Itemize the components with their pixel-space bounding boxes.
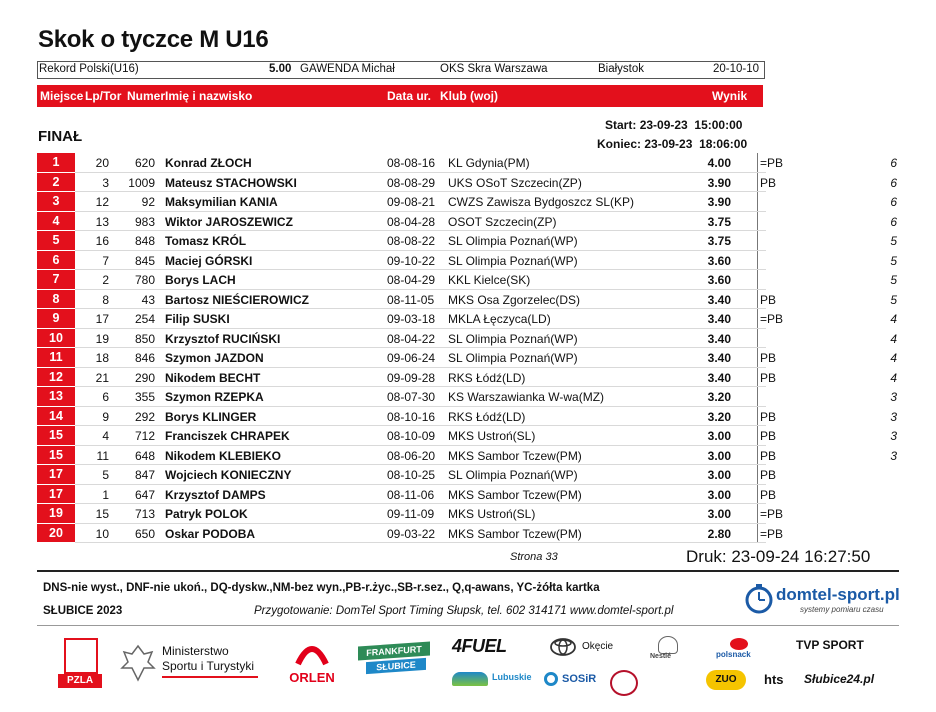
note-cell: PB <box>760 292 777 307</box>
number-cell: 648 <box>134 448 155 463</box>
table-row <box>37 329 907 349</box>
birth-date: 08-04-22 <box>387 331 436 346</box>
attempts-cell: 3 <box>890 448 897 463</box>
athlete-name: Nikodem BECHT <box>165 370 261 385</box>
athlete-name: Borys KLINGER <box>165 409 257 424</box>
order-cell: 15 <box>95 507 109 521</box>
attempts-cell: 5 <box>890 273 897 287</box>
polsnack-logo: polsnack <box>714 638 774 662</box>
order-cell: 21 <box>95 370 109 385</box>
club-cell: SL Olimpia Poznań(WP) <box>448 331 578 346</box>
toyota-okecie-logo: Okęcie <box>550 638 622 660</box>
number-cell: 713 <box>134 507 155 521</box>
table-row <box>37 465 907 485</box>
place-cell: 2 <box>37 173 75 193</box>
table-row <box>37 309 907 329</box>
table-row <box>37 348 907 368</box>
note-cell: =PB <box>760 156 784 170</box>
club-cell: MKS Sambor Tczew(PM) <box>448 448 582 463</box>
result-cell: 3.90 <box>707 175 731 190</box>
attempts-cell: 5 <box>890 234 897 248</box>
order-cell: 10 <box>95 526 109 541</box>
note-cell: PB <box>760 351 777 365</box>
table-row <box>37 270 907 290</box>
club-cell: MKS Ustroń(SL) <box>448 429 536 443</box>
hts-logo: hts <box>764 672 784 687</box>
table-row <box>37 173 907 193</box>
athlete-name: Filip SUSKI <box>165 312 230 326</box>
end-date: 23-09-23 <box>644 137 693 151</box>
col-place: Miejsce <box>40 89 84 103</box>
place-cell: 9 <box>37 309 75 329</box>
order-cell: 4 <box>102 429 109 443</box>
col-order: Lp/Tor <box>85 89 122 103</box>
number-cell: 847 <box>134 468 155 482</box>
birth-date: 08-04-29 <box>387 273 436 287</box>
record-date: 20-10-10 <box>713 63 760 75</box>
table-row <box>37 251 907 271</box>
club-cell: RKS Łódź(LD) <box>448 370 526 385</box>
club-cell: MKS Ustroń(SL) <box>448 507 536 521</box>
order-cell: 2 <box>102 273 109 287</box>
start-clock: 15:00:00 <box>694 118 743 132</box>
attempts-cell: 3 <box>890 429 897 443</box>
attempts-cell: 4 <box>890 370 897 385</box>
result-cell: 3.75 <box>707 234 731 248</box>
result-cell: 3.40 <box>707 312 731 326</box>
place-cell: 14 <box>37 407 75 427</box>
sosir-logo: SOSiR <box>544 672 604 690</box>
attempts-cell: 3 <box>890 390 897 404</box>
birth-date: 09-09-28 <box>387 370 436 385</box>
col-name: Imię i nazwisko <box>165 89 253 103</box>
table-row <box>37 426 907 446</box>
note-cell: PB <box>760 448 777 463</box>
table-row <box>37 485 907 505</box>
order-cell: 17 <box>95 312 109 326</box>
place-cell: 3 <box>37 192 75 212</box>
result-cell: 3.40 <box>707 331 731 346</box>
attempts-cell: 6 <box>890 214 897 229</box>
start-date: 23-09-23 <box>639 118 688 132</box>
note-cell: PB <box>760 175 777 190</box>
col-club: Klub (woj) <box>440 89 498 103</box>
order-cell: 8 <box>102 292 109 307</box>
result-cell: 2.80 <box>707 526 731 541</box>
club-cell: MKS Osa Zgorzelec(DS) <box>448 292 581 307</box>
order-cell: 9 <box>102 409 109 424</box>
birth-date: 08-08-29 <box>387 175 436 190</box>
event-city: SŁUBICE 2023 <box>43 605 123 617</box>
place-cell: 19 <box>37 504 75 524</box>
order-cell: 7 <box>102 253 109 268</box>
result-cell: 3.00 <box>707 468 731 482</box>
athlete-name: Szymon JAZDON <box>165 351 264 365</box>
place-cell: 13 <box>37 387 75 407</box>
table-row <box>37 290 907 310</box>
page-title: Skok o tyczce M U16 <box>38 26 269 53</box>
number-cell: 290 <box>134 370 155 385</box>
note-cell: PB <box>760 487 777 502</box>
order-cell: 18 <box>95 351 109 365</box>
table-row <box>37 192 907 212</box>
athlete-name: Krzysztof RUCIŃSKI <box>165 331 281 346</box>
order-cell: 20 <box>95 156 109 170</box>
birth-date: 09-08-21 <box>387 195 436 209</box>
place-cell: 4 <box>37 212 75 232</box>
result-cell: 4.00 <box>707 156 731 170</box>
athlete-name: Nikodem KLEBIEKO <box>165 448 282 463</box>
order-cell: 11 <box>96 448 109 463</box>
number-cell: 845 <box>134 253 155 268</box>
slubice24-logo: Słubice24.pl <box>804 672 875 686</box>
result-cell: 3.00 <box>707 487 731 502</box>
club-cell: SL Olimpia Poznań(WP) <box>448 351 578 365</box>
number-cell: 712 <box>134 429 155 443</box>
eagle-icon <box>120 642 156 682</box>
print-timestamp: Druk: 23-09-24 16:27:50 <box>686 547 871 566</box>
athlete-name: Maksymilian KANIA <box>165 195 278 209</box>
birth-date: 08-06-20 <box>387 448 436 463</box>
note-cell: =PB <box>760 526 784 541</box>
number-cell: 254 <box>134 312 155 326</box>
number-cell: 292 <box>134 409 155 424</box>
club-cell: MKS Sambor Tczew(PM) <box>448 487 582 502</box>
col-result: Wynik <box>712 89 748 103</box>
nestle-logo: Nestlé <box>654 636 682 664</box>
order-cell: 6 <box>102 390 109 404</box>
number-cell: 647 <box>134 487 155 502</box>
note-cell: PB <box>760 429 777 443</box>
club-cell: MKLA Łęczyca(LD) <box>448 312 551 326</box>
ministry-logo: Ministerstwo Sportu i Turystyki <box>120 642 270 688</box>
col-dob: Data ur. <box>387 89 432 103</box>
record-athlete: GAWENDA Michał <box>300 63 395 75</box>
wave-icon <box>452 672 488 686</box>
note-cell: PB <box>760 370 777 385</box>
order-cell: 13 <box>95 214 109 229</box>
col-number: Numer <box>127 89 166 103</box>
birth-date: 08-08-16 <box>387 156 436 170</box>
prepared-by: Przygotowanie: DomTel Sport Timing Słupsk, tel. 602 314171 www.domtel-sport.pl <box>254 605 674 617</box>
number-cell: 983 <box>134 214 155 229</box>
result-cell: 3.75 <box>707 214 731 229</box>
number-cell: 850 <box>134 331 155 346</box>
club-cell: CWZS Zawisza Bydgoszcz SL(KP) <box>448 195 635 209</box>
table-row <box>37 524 907 544</box>
result-cell: 3.40 <box>707 351 731 365</box>
club-cell: UKS OSoT Szczecin(ZP) <box>448 175 582 190</box>
place-cell: 20 <box>37 524 75 544</box>
legend: DNS-nie wyst., DNF-nie ukoń., DQ-dyskw.,NM-bez wyn.,PB-r.życ.,SB-r.sez., Q,q-awans, YC-żółta kartka <box>43 582 600 594</box>
place-cell: 15 <box>37 446 75 466</box>
sosir-ring-icon <box>544 672 558 686</box>
order-cell: 5 <box>102 468 109 482</box>
table-row <box>37 212 907 232</box>
note-cell: PB <box>760 409 777 424</box>
attempts-cell: 4 <box>890 312 897 326</box>
record-club: OKS Skra Warszawa <box>440 63 548 75</box>
club-cell: KKL Kielce(SK) <box>448 273 531 287</box>
footer-divider-bottom <box>37 625 899 626</box>
domtel-tagline: systemy pomiaru czasu <box>800 605 884 614</box>
start-label: Start: <box>605 118 637 132</box>
table-header <box>37 85 763 107</box>
attempts-cell: 6 <box>890 175 897 190</box>
end-label: Koniec: <box>597 137 642 151</box>
place-cell: 10 <box>37 329 75 349</box>
birth-date: 09-03-22 <box>387 526 436 541</box>
results-table <box>37 153 907 543</box>
club-cell: OSOT Szczecin(ZP) <box>448 214 557 229</box>
number-cell: 1009 <box>128 175 155 190</box>
place-cell: 12 <box>37 368 75 388</box>
athlete-name: Wiktor JAROSZEWICZ <box>165 214 293 229</box>
result-cell: 3.40 <box>707 370 731 385</box>
birth-date: 08-10-16 <box>387 409 436 424</box>
athlete-name: Tomasz KRÓL <box>165 234 247 248</box>
attempts-cell: 5 <box>890 253 897 268</box>
record-value: 5.00 <box>269 63 292 75</box>
birth-date: 08-10-09 <box>387 429 436 443</box>
birth-date: 08-07-30 <box>387 390 436 404</box>
number-cell: 92 <box>141 195 155 209</box>
domtel-name: domtel-sport.pl <box>776 585 900 604</box>
emblem-icon <box>610 670 638 696</box>
orlen-logo: ORLEN <box>282 640 342 688</box>
footer-divider-top <box>37 570 899 572</box>
club-cell: SL Olimpia Poznań(WP) <box>448 253 578 268</box>
order-cell: 19 <box>95 331 109 346</box>
pzla-logo: PZLA <box>58 638 102 688</box>
nest-icon <box>658 636 678 654</box>
end-clock: 18:06:00 <box>699 137 748 151</box>
number-cell: 620 <box>134 156 155 170</box>
tvp-sport-logo: TVP SPORT <box>796 638 864 652</box>
birth-date: 08-04-28 <box>387 214 436 229</box>
4fuel-logo: 4FUEL <box>452 636 507 656</box>
record-place: Białystok <box>598 63 645 75</box>
stopwatch-icon <box>742 583 776 617</box>
number-cell: 848 <box>134 234 155 248</box>
table-row <box>37 387 907 407</box>
club-cell: KL Gdynia(PM) <box>448 156 530 170</box>
toyota-icon <box>550 638 576 656</box>
place-cell: 17 <box>37 485 75 505</box>
table-row <box>37 504 907 524</box>
attempts-cell: 4 <box>890 351 897 365</box>
attempts-cell: 3 <box>890 409 897 424</box>
result-cell: 3.60 <box>707 253 731 268</box>
birth-date: 09-03-18 <box>387 312 436 326</box>
page-number: Strona 33 <box>510 551 558 563</box>
place-cell: 7 <box>37 270 75 290</box>
place-cell: 15 <box>37 426 75 446</box>
club-cell: KS Warszawianka W-wa(MZ) <box>448 390 605 404</box>
athlete-name: Bartosz NIEŚCIEROWICZ <box>165 292 310 307</box>
place-cell: 8 <box>37 290 75 310</box>
pzla-shield-icon <box>64 638 98 674</box>
athlete-name: Patryk POLOK <box>165 507 248 521</box>
birth-date: 09-11-09 <box>387 507 435 521</box>
order-cell: 16 <box>95 234 109 248</box>
athlete-name: Franciszek CHRAPEK <box>165 429 290 443</box>
number-cell: 355 <box>134 390 155 404</box>
result-cell: 3.00 <box>707 429 731 443</box>
lubuskie-logo: Lubuskie <box>452 670 522 690</box>
place-cell: 11 <box>37 348 75 368</box>
club-cell: SL Olimpia Poznań(WP) <box>448 468 578 482</box>
record-label: Rekord Polski(U16) <box>39 63 139 75</box>
attempts-cell: 6 <box>890 195 897 209</box>
result-cell: 3.00 <box>707 507 731 521</box>
athlete-name: Maciej GÓRSKI <box>165 253 253 268</box>
place-cell: 17 <box>37 465 75 485</box>
table-row <box>37 368 907 388</box>
start-time <box>605 118 742 132</box>
record-row <box>37 61 765 79</box>
table-row <box>37 231 907 251</box>
result-cell: 3.40 <box>707 292 731 307</box>
sponsor-strip <box>50 634 890 694</box>
number-cell: 780 <box>134 273 155 287</box>
note-cell: =PB <box>760 312 784 326</box>
attempts-cell: 6 <box>890 156 897 170</box>
attempts-cell: 4 <box>890 331 897 346</box>
number-cell: 846 <box>134 351 155 365</box>
athlete-name: Mateusz STACHOWSKI <box>165 175 297 190</box>
frankfurt-slubice-logo: FRANKFURT SŁUBICE <box>358 640 430 686</box>
athlete-name: Borys LACH <box>165 273 236 287</box>
order-cell: 1 <box>102 487 109 502</box>
note-cell: PB <box>760 468 777 482</box>
order-cell: 3 <box>102 175 109 190</box>
number-cell: 43 <box>141 292 155 307</box>
end-time <box>597 137 747 151</box>
order-cell: 12 <box>95 195 109 209</box>
birth-date: 08-11-06 <box>387 487 435 502</box>
zuo-logo: ZUO <box>706 670 746 690</box>
athlete-name: Konrad ZŁOCH <box>165 156 252 170</box>
result-cell: 3.20 <box>707 409 731 424</box>
place-cell: 1 <box>37 153 75 173</box>
birth-date: 08-10-25 <box>387 468 436 482</box>
club-cell: SL Olimpia Poznań(WP) <box>448 234 578 248</box>
polsnack-swirl-icon <box>730 638 748 650</box>
table-row <box>37 153 907 173</box>
birth-date: 09-06-24 <box>387 351 436 365</box>
attempts-cell: 5 <box>890 292 897 307</box>
athlete-name: Szymon RZEPKA <box>165 390 264 404</box>
orlen-drop-icon <box>292 640 332 666</box>
result-cell: 3.60 <box>707 273 731 287</box>
table-row <box>37 407 907 427</box>
birth-date: 09-10-22 <box>387 253 436 268</box>
result-cell: 3.20 <box>707 390 731 404</box>
row-divider <box>75 542 766 543</box>
place-cell: 5 <box>37 231 75 251</box>
club-cell: MKS Sambor Tczew(PM) <box>448 526 582 541</box>
section-title: FINAŁ <box>38 128 83 145</box>
table-row <box>37 446 907 466</box>
place-cell: 6 <box>37 251 75 271</box>
number-cell: 650 <box>134 526 155 541</box>
note-cell: =PB <box>760 507 784 521</box>
athlete-name: Wojciech KONIECZNY <box>165 468 292 482</box>
athlete-name: Krzysztof DAMPS <box>165 487 266 502</box>
birth-date: 08-08-22 <box>387 234 436 248</box>
result-cell: 3.00 <box>707 448 731 463</box>
athlete-name: Oskar PODOBA <box>165 526 256 541</box>
club-cell: RKS Łódź(LD) <box>448 409 526 424</box>
result-cell: 3.90 <box>707 195 731 209</box>
birth-date: 08-11-05 <box>387 292 435 307</box>
